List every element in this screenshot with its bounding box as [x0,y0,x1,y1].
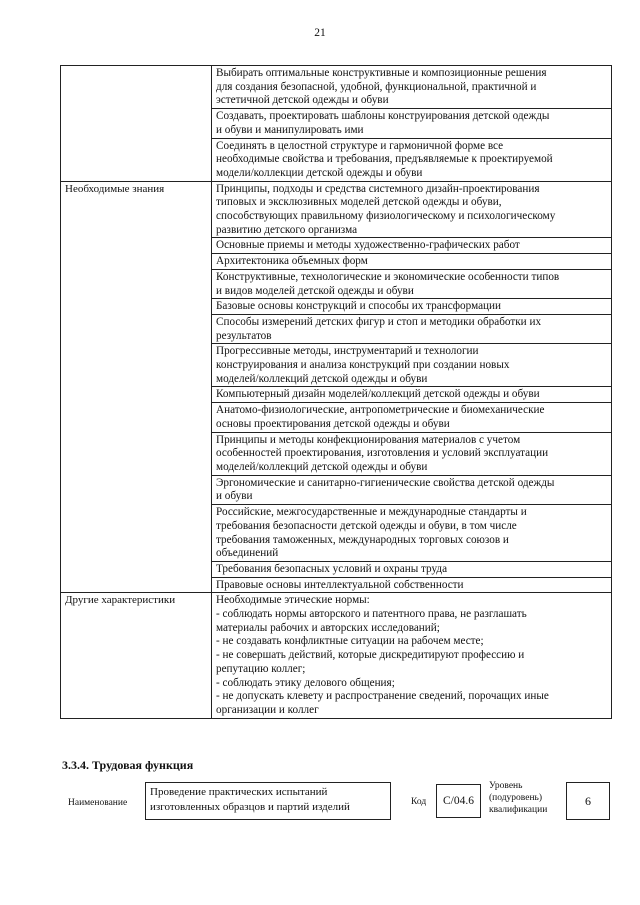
code-value-box: C/04.6 [436,784,481,818]
item-text-line: результатов [216,329,272,342]
item-text-line: развитию детского организма [216,223,358,236]
item-text-line: требования безопасности детской одежды и обуви, в том числе [216,519,517,532]
item-text-line: Необходимые этические нормы: [216,594,370,607]
item-text-line: Прогрессивные методы, инструментарий и технологии [216,345,479,358]
item-text-line: - не совершать действий, которые дискредитируют профессию и [216,649,525,662]
item-text-line: основы проектирования детской одежды и обуви [216,417,450,430]
table-row [61,593,612,718]
list-item [212,593,611,717]
list-item [212,66,611,108]
item-text-line: требования таможенных, международных торговых союзов и [216,533,509,546]
qualification-level-label-line: Уровень [489,781,523,791]
table-row [61,181,612,593]
name-label: Наименование [68,798,128,808]
item-text-line: и обуви и манипулировать ими [216,123,364,136]
item-text-line: Соединять в целостной структуре и гармоничной форме все [216,139,504,152]
row-content [212,181,612,593]
item-text-line: Принципы и методы конфекционирования материалов с учетом [216,433,521,446]
row-content [212,593,612,718]
item-text-line: Создавать, проектировать шаблоны конструирования детской одежды [216,110,550,123]
labor-function-name-box [145,782,391,820]
row-label [61,66,212,182]
item-text-line: модели/коллекции детской одежды и обуви [216,166,423,179]
page-number: 21 [314,27,326,39]
table-row [61,66,612,182]
item-text-line: Архитектоника объемных форм [216,255,368,268]
list-item [212,402,611,431]
section-title: 3.3.4. Трудовая функция [62,758,194,772]
item-text-line: Базовые основы конструкций и способы их трансформации [216,300,502,313]
item-text-line: репутацию коллег; [216,662,306,675]
item-text-line: объединений [216,547,279,560]
item-text-line: Требования безопасных условий и охраны труда [216,562,448,575]
item-text-line: Эргономические и санитарно-гигиенические свойства детской одежды [216,476,555,489]
row-content [212,66,612,182]
item-text-line: - соблюдать нормы авторского и патентного права, не разглашать [216,608,527,621]
item-text-line: Способы измерений детских фигур и стоп и методики обработки их [216,315,542,328]
list-item [212,138,611,181]
list-item [212,182,611,238]
labor-function-name-line: изготовленных образцов и партий изделий [150,801,350,813]
item-text-line: Конструктивные, технологические и экономические особенности типов [216,270,560,283]
list-item [212,314,611,343]
list-item [212,269,611,298]
list-item [212,237,611,253]
item-text-line: конструирования и анализа конструкций при создании новых [216,359,510,372]
list-item [212,386,611,402]
list-item [212,343,611,386]
item-text-line: - не допускать клевету и распространение сведений, порочащих иные [216,690,549,703]
item-text-line: Основные приемы и методы художественно-графических работ [216,239,520,252]
item-text-line: - не создавать конфликтные ситуации на рабочем месте; [216,635,484,648]
qualification-level-label [489,780,561,816]
item-text-line: Правовые основы интеллектуальной собственности [216,578,464,591]
list-item [212,298,611,314]
item-text-line: моделей/коллекций детской одежды и обуви [216,372,428,385]
item-text-line: моделей/коллекций детской одежды и обуви [216,460,428,473]
item-text-line: для создания безопасной, удобной, функциональной, практичной и [216,80,537,93]
list-item [212,504,611,561]
item-text-line: Принципы, подходы и средства системного дизайн-проектирования [216,182,540,195]
qualification-level-label-line: квалификации [489,805,548,815]
item-text-line: необходимые свойства и требования, предъявляемые к проектируемой [216,153,553,166]
list-item [212,561,611,577]
item-text-line: Компьютерный дизайн моделей/коллекций детской одежды и обуви [216,388,540,401]
labor-function-name-line: Проведение практических испытаний [150,786,328,798]
code-label: Код [411,797,427,807]
item-text-line: особенностей проектирования, изготовления и условий эксплуатации [216,447,549,460]
item-text-line: Анатомо-физиологические, антропометрические и биомеханические [216,404,545,417]
row-label: Необходимые знания [61,181,212,593]
item-text-line: типовых и эксклюзивных моделей детской одежды и обуви, [216,196,502,209]
list-item [212,577,611,593]
competency-table [60,65,612,719]
item-text-line: материалы рабочих и авторских исследований; [216,621,440,634]
list-item [212,253,611,269]
qualification-level-box: 6 [566,782,610,820]
item-text-line: - соблюдать этику делового общения; [216,676,395,689]
list-item [212,108,611,137]
list-item [212,475,611,504]
item-text-line: и видов моделей детской одежды и обуви [216,284,414,297]
qualification-level-label-line: (подуровень) [489,793,543,803]
item-text-line: эстетичной детской одежды и обуви [216,94,389,107]
list-item [212,432,611,475]
item-text-line: организации и коллег [216,703,319,716]
item-text-line: способствующих правильному физиологическому и психологическому [216,210,556,223]
row-label: Другие характеристики [61,593,212,718]
item-text-line: и обуви [216,490,253,503]
item-text-line: Российские, межгосударственные и международные стандарты и [216,506,527,519]
item-text-line: Выбирать оптимальные конструктивные и композиционные решения [216,67,547,79]
